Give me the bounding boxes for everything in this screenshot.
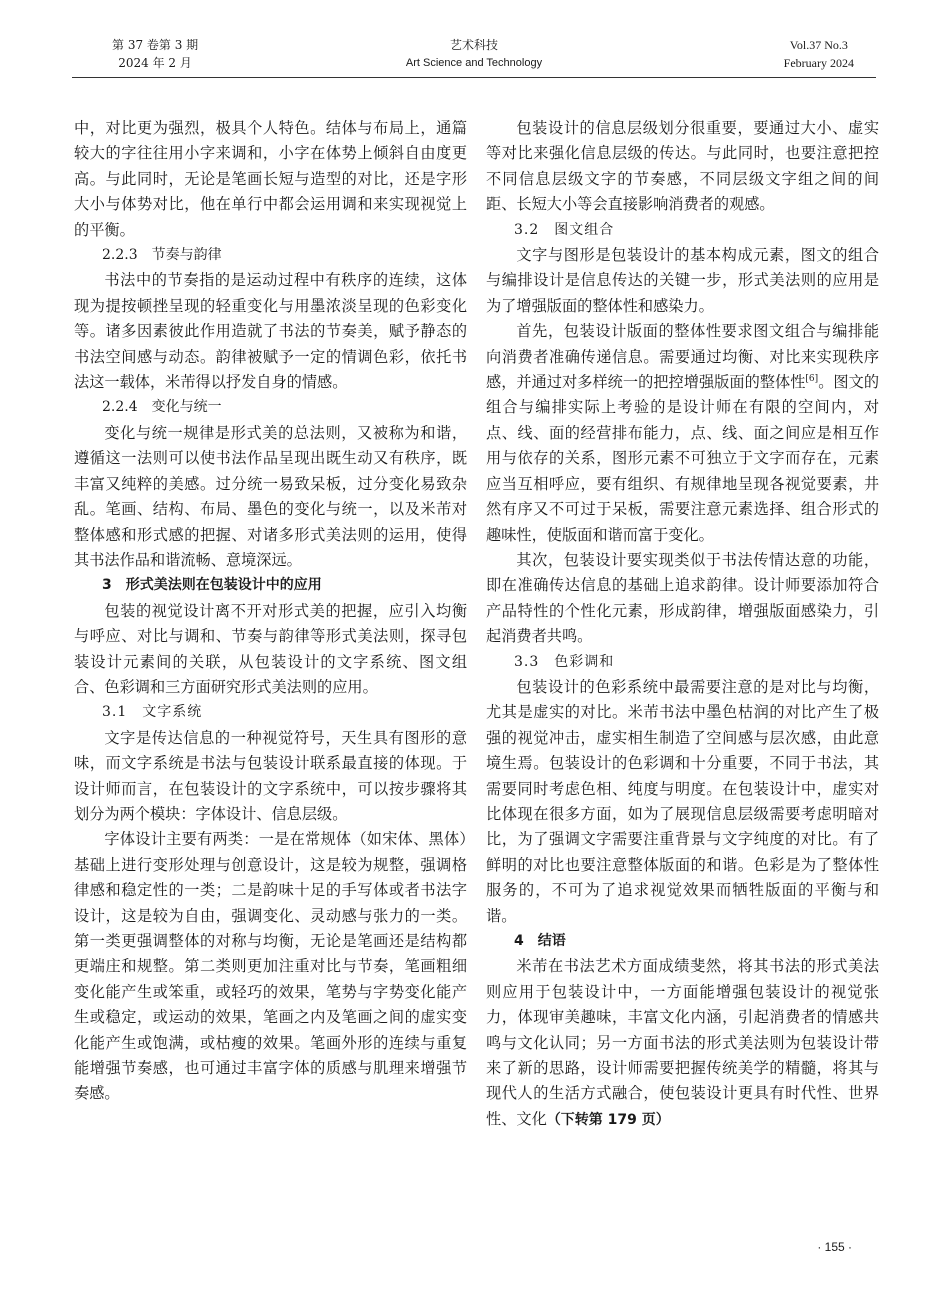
paragraph: 字体设计主要有两类：一是在常规体（如宋体、黑体）基础上进行变形处理与创意设计，这是较为规整，强调格律感和稳定性的一类；二是韵味十足的手写体或者书法字设计，这是较为自由，强调变化、灵动感与张力的一类。第一类更强调整体的对称与均衡，无论是笔画还是结构都更端庄和规整。第二类则更加注重对比与节奏，笔画粗细变化能产生或笨重，或轻巧的效果，笔势与字势变化能产生或稳定，或运动的效果，笔画之内及笔画之间的虚实变化能产生或饱满，或枯瘦的效果。笔画外形的连续与重复能增强节奏感，也可通过丰富字体的质感与肌理来增强节奏感。 [74,830,467,1103]
issue-date: 2024 年 2 月 [118,56,192,70]
issue-date-en: February 2024 [783,56,854,70]
section-heading-3-3: 3.3 色彩调和 [514,653,615,670]
citation-ref[interactable]: [6] [805,374,819,384]
section-heading-3-2: 3.2 图文组合 [514,221,615,238]
right-column [486,116,879,1133]
section-heading-3-1: 3.1 文字系统 [102,704,203,721]
journal-issue-info-en [784,36,854,72]
paragraph: 中，对比更为强烈，极具个人特色。结体与布局上，通篇较大的字往往用小字来调和，小字在体势上倾斜自由度更高。与此同时，无论是笔画长短与造型的对比，还是字形大小与体势对比，他在单行中都会运用调和来实现视觉上的平衡。 [74,119,467,239]
paragraph: 文字是传达信息的一种视觉符号，天生具有图形的意味，而文字系统是书法与包装设计联系最直接的体现。于设计师而言，在包装设计的文字系统中，可以按步骤将其划分为两个模块：字体设计、信息层级。 [74,728,467,823]
continued-note: （下转第 179 页） [546,1111,670,1128]
paragraph: 包装设计的信息层级划分很重要，要通过大小、虚实等对比来强化信息层级的传达。与此同时，也要注意把控不同信息层级文字的节奏感，不同层级文字组之间的间距、长短大小等会直接影响消费者的观感。 [486,119,879,214]
journal-title [72,36,876,72]
journal-title-cn: 艺术科技 [449,38,498,52]
header-rule [72,77,876,78]
paragraph: 包装的视觉设计离不开对形式美的把握，应引入均衡与呼应、对比与调和、节奏与韵律等形式美法则，探寻包装设计元素间的关联，从包装设计的文字系统、图文组合、色彩调和三方面研究形式美法则的应用。 [74,601,467,696]
volume-issue-en: Vol.37 No.3 [789,38,848,52]
page-header [72,36,876,76]
paragraph: 其次，包装设计要实现类似于书法传情达意的功能，即在准确传达信息的基础上追求韵律。设计师要添加符合产品特性的个性化元素，形成韵律，增强版面感染力，引起消费者共鸣。 [486,550,879,646]
paragraph: 书法中的节奏指的是运动过程中有秩序的连续，这体现为提按顿挫呈现的轻重变化与用墨浓淡呈现的色彩变化等。诸多因素彼此作用造就了书法的节奏美，赋予静态的书法空间感与动态。韵律被赋予一定的情调色彩，依托书法这一载体，米芾得以抒发自身的情感。 [74,271,467,392]
left-column [74,116,467,1107]
paragraph [486,319,879,548]
paragraph-text: 米芾在书法艺术方面成绩斐然，将其书法的形式美法则应用于包装设计中，一方面能增强包装设计的视觉张力，体现审美趣味，丰富文化内涵，引起消费者的情感共鸣与文化认同；另一方面书法的形式美法则为包装设计带来了新的思路，设计师需要把握传统美学的精髓，将其与现代人的生活方式融合，使包装设计更具有时代性、世界性、文化 [486,957,879,1128]
journal-title-en: Art Science and Technology [405,57,543,69]
section-heading-2-2-4: 2.2.4 变化与统一 [102,399,222,416]
paragraph-text: 首先，包装设计版面的整体性要求图文组合与编排能向消费者准确传递信息。需要通过均衡、对比来实现秩序感，并通过对多样统一的把控增强版面的整体性 [486,322,879,392]
paragraph [486,954,879,1133]
paragraph: 包装设计的色彩系统中最需要注意的是对比与均衡，尤其是虚实的对比。米芾书法中墨色枯润的对比产生了极强的视觉冲击，虚实相生制造了空间感与层次感，由此意境生焉。包装设计的色彩调和十分重要，不同于书法，其需要同时考虑色相、纯度与明度。在包装设计中，虚实对比体现在很多方面，如为了展现信息层级需要考虑明暗对比，为了强调文字需要注重背景与文字纯度的对比。有了鲜明的对比也要注意整体版面的和谐。色彩是为了整体性服务的，不可为了追求视觉效果而牺牲版面的平衡与和谐。 [486,677,879,925]
section-heading-2-2-3: 2.2.3 节奏与韵律 [102,247,222,264]
section-heading-3: 3 形式美法则在包装设计中的应用 [102,577,322,594]
paragraph-text: 。图文的组合与编排实际上考验的是设计师在有限的空间内，对点、线、面的经营排布能力，点、线、面之间应是相互作用与依存的关系，图形元素不可独立于文字而存在，元素应当互相呼应，要有组织、有规律地呈现各视觉要素，井然有序又不可过于呆板，需要注意元素选择、组合形式的趣味性，使版面和谐而富于变化。 [486,373,880,544]
paragraph: 变化与统一规律是形式美的总法则，又被称为和谐，遵循这一法则可以使书法作品呈现出既生动又有秩序，既丰富又纯粹的美感。过分统一易致呆板，过分变化易致杂乱。笔画、结构、布局、墨色的变化与统一，以及米芾对整体感和形式感的把握、对诸多形式美法则的运用，使得其书法作品和谐流畅、意境深远。 [74,423,467,569]
section-heading-4: 4 结语 [514,933,566,949]
page-number: · 155 · [817,1240,852,1254]
volume-issue: 第 37 卷第 3 期 [112,38,199,52]
paragraph: 文字与图形是包装设计的基本构成元素，图文的组合与编排设计是信息传达的关键一步，形式美法则的应用是为了增强版面的整体性和感染力。 [486,246,879,315]
